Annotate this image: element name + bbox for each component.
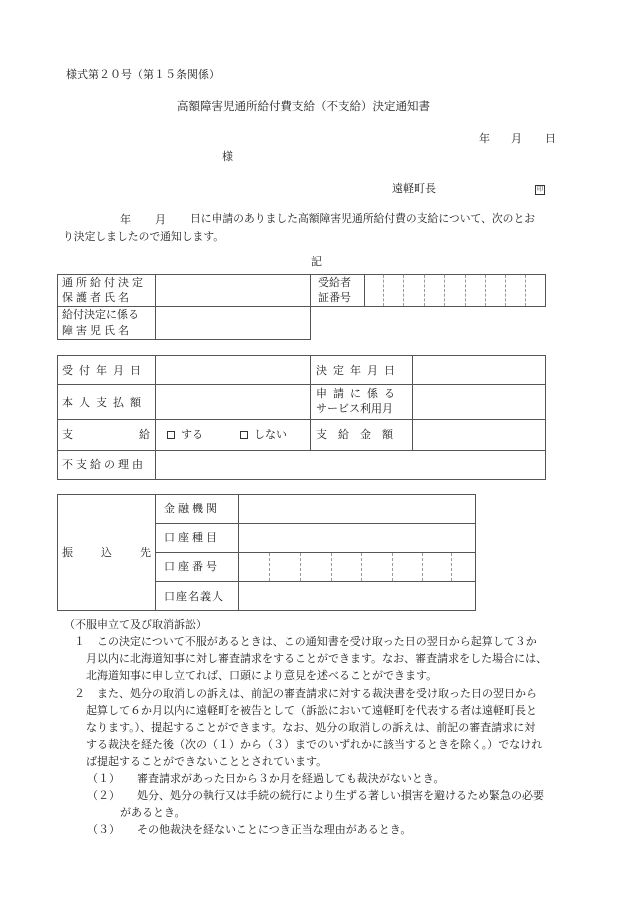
date-month: 月	[511, 132, 522, 145]
option-yes[interactable]	[167, 428, 203, 442]
decision-date-field[interactable]	[416, 358, 542, 382]
intro-year: 年	[120, 213, 131, 226]
account-name-field[interactable]	[242, 584, 472, 608]
note1-number: １	[74, 635, 85, 648]
note2-number: ２	[74, 687, 85, 700]
service-month-field[interactable]	[416, 388, 542, 416]
sub2-number: （２）	[87, 789, 120, 802]
payment-amount-field[interactable]	[416, 422, 542, 447]
account-name-label: 口座名義人	[164, 590, 224, 603]
seal-icon: 印	[536, 186, 543, 193]
payment-label-left: 支	[62, 428, 73, 441]
sub2-line2: があるとき。	[120, 806, 186, 819]
note1-line2: 月以内に北海道知事に対し審査請求をすることができます。なお、審査請求をした場合には、	[86, 652, 548, 665]
note2-line5: ば提起することができないこととされています。	[86, 755, 328, 768]
cert-label-line1: 受給者	[318, 276, 351, 289]
intro-month: 月	[155, 213, 166, 226]
checkbox-no[interactable]	[240, 431, 248, 439]
note2-line2: 起算して６か月以内に遠軽町を被告として（訴訟において遠軽町を代表する者は遠軽町長と	[86, 704, 537, 717]
cert-number-field[interactable]	[366, 276, 544, 304]
receipt-date-field[interactable]	[160, 358, 306, 382]
child-label-line1: 給付決定に係る	[62, 308, 139, 321]
date-day: 日	[545, 132, 556, 145]
guardian-label-line2: 保護者氏名	[62, 291, 132, 304]
sub3-text: その他裁決を経ないことにつき正当な理由があるとき。	[137, 823, 412, 836]
guardian-name-field[interactable]	[160, 276, 306, 304]
sub1-number: （１）	[87, 772, 120, 785]
account-type-field[interactable]	[242, 526, 472, 550]
guardian-label-line1: 通所給付決定	[62, 276, 146, 289]
account-type-label: 口座種目	[164, 531, 220, 544]
note2-line1: また、処分の取消しの訴えは、前記の審査請求に対する裁決書を受け取った日の翌日から	[97, 687, 537, 700]
reason-label: 不支給の理由	[62, 458, 146, 471]
issuer-name: 遠軽町長	[392, 182, 436, 195]
notes-heading: （不服申立て及び取消訴訟）	[64, 618, 207, 631]
ki-label: 記	[311, 255, 322, 268]
date-year: 年	[479, 132, 490, 145]
note2-line3: なります。）、提起することができます。なお、処分の取消しの訴えは、前記の審査請求に対	[86, 721, 536, 734]
service-label-line1: 申請に係る	[316, 387, 401, 400]
decision-date-label: 決定年月日	[316, 364, 401, 377]
sub2-line1: 処分、処分の執行又は手続の続行により生ずる著しい損害を避けるため緊急の必要	[137, 789, 544, 802]
option-no[interactable]	[240, 428, 287, 442]
transfer-to-label: 振込先	[62, 546, 179, 559]
bank-field[interactable]	[242, 497, 472, 521]
note1-line3: 北海道知事に申し立てれば、口頭により意見を述べることができます。	[86, 669, 438, 682]
checkbox-yes[interactable]	[167, 431, 175, 439]
intro-line-2: り決定しましたので通知します。	[63, 230, 225, 243]
receipt-date-label: 受付年月日	[62, 364, 147, 377]
option-no-label: しない	[254, 428, 287, 441]
account-number-field[interactable]	[242, 555, 472, 579]
account-number-label: 口座番号	[164, 560, 220, 573]
payment-label-right: 給	[139, 428, 150, 441]
cert-label-line2: 証番号	[318, 291, 351, 304]
note2-line4: する裁決を経た後（次の（１）から（３）までのいずれかに該当するときを除く。）でなけれ	[86, 738, 543, 751]
sub3-number: （３）	[87, 823, 120, 836]
bank-label: 金融機関	[164, 502, 220, 515]
addressee-suffix: 様	[222, 150, 233, 163]
child-label-line2: 障害児氏名	[62, 324, 132, 337]
self-payment-field[interactable]	[160, 388, 306, 416]
seal-mark	[535, 181, 545, 195]
payment-label	[62, 428, 150, 442]
child-name-field[interactable]	[160, 309, 306, 337]
note1-line1: この決定について不服があるときは、この通知書を受け取った日の翌日から起算して３か	[97, 635, 537, 648]
service-label-line2: サービス利用月	[316, 402, 393, 415]
intro-line-1: 日に申請のありました高額障害児通所給付費の支給について、次のとお	[190, 212, 536, 225]
form-number: 様式第２０号（第１５条関係）	[66, 68, 220, 81]
reason-field[interactable]	[160, 453, 542, 477]
payment-amount-label: 支給金額	[316, 428, 404, 441]
document-title: 高額障害児通所給付費支給（不支給）決定通知書	[177, 99, 430, 113]
self-payment-label: 本人支払額	[62, 396, 147, 409]
option-yes-label: する	[181, 428, 203, 441]
sub1-text: 審査請求があった日から３か月を経過しても裁決がないとき。	[137, 772, 445, 785]
